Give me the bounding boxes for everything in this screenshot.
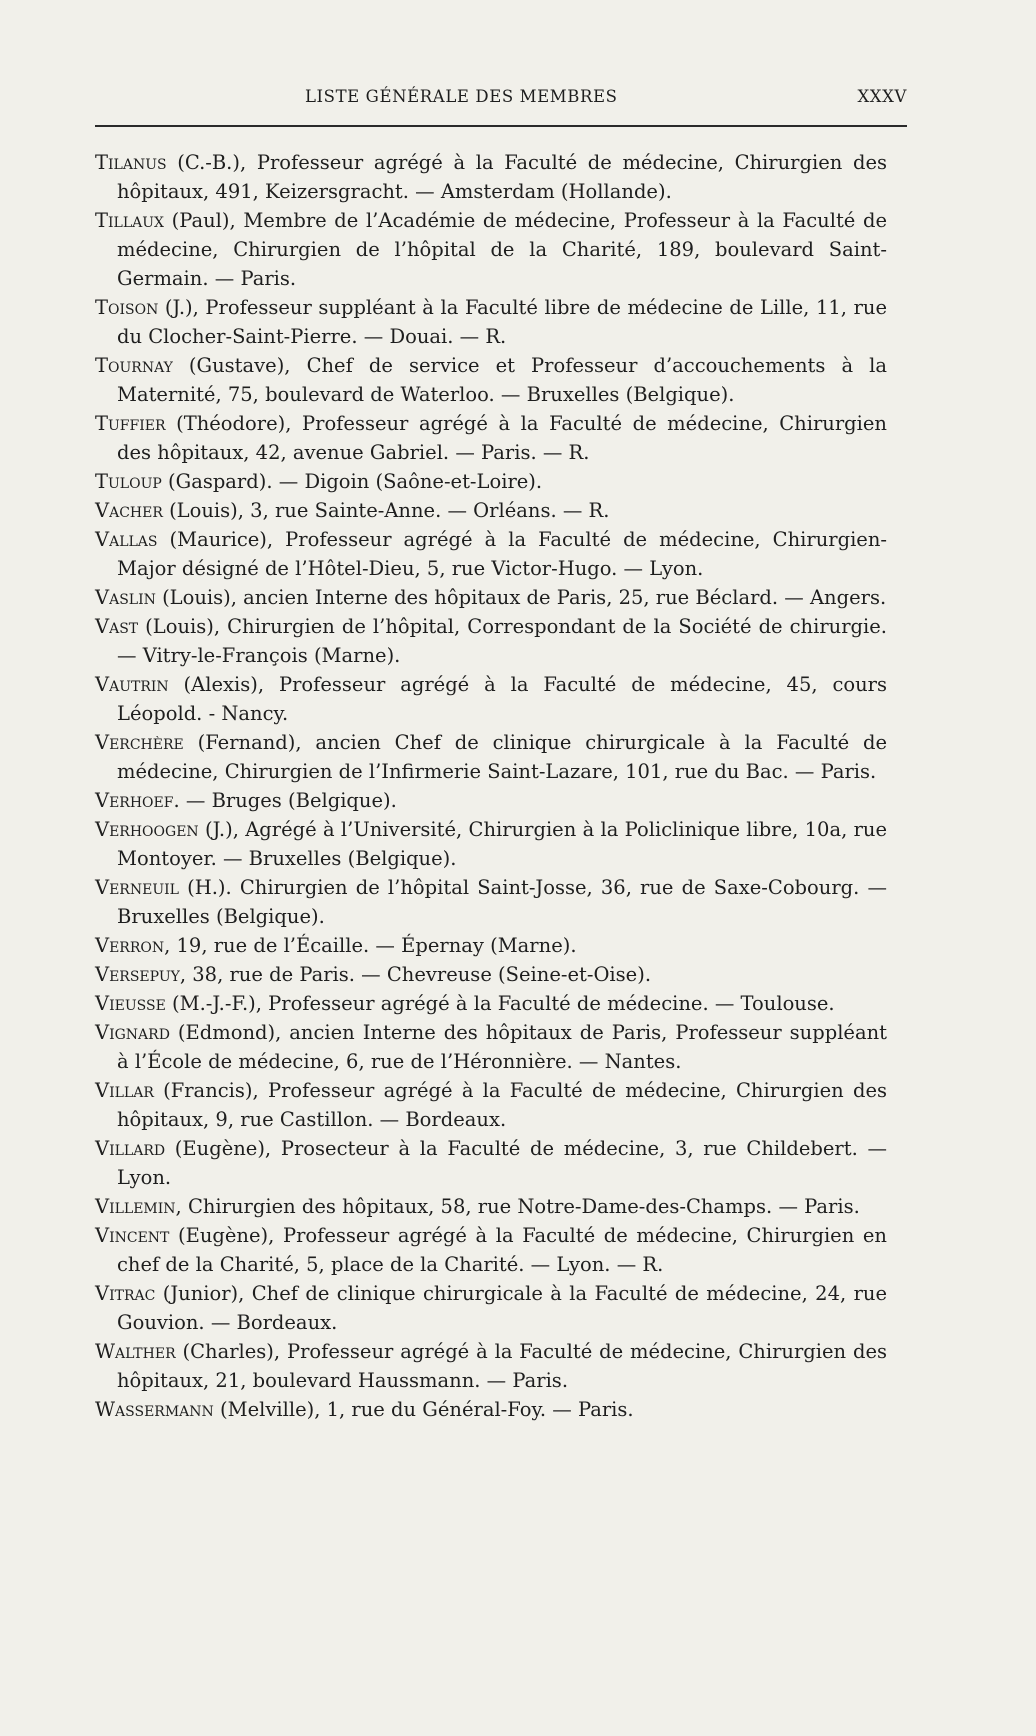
member-surname: Tillaux bbox=[95, 209, 165, 232]
member-entry bbox=[95, 206, 887, 293]
header-rule bbox=[95, 125, 907, 127]
member-details: (J.), Professeur suppléant à la Faculté libre de médecine de Lille, 11, rue du Clocher-Saint-Pierre. — Douai. — R. bbox=[117, 296, 887, 348]
member-entry bbox=[95, 409, 887, 467]
member-entry bbox=[95, 960, 887, 989]
member-surname: Vitrac bbox=[95, 1282, 156, 1305]
member-surname: Tuloup bbox=[95, 470, 162, 493]
member-surname: Wassermann bbox=[95, 1398, 214, 1421]
member-entry bbox=[95, 1337, 887, 1395]
member-details: (Louis), 3, rue Sainte-Anne. — Orléans. — R. bbox=[162, 499, 610, 522]
member-surname: Tournay bbox=[95, 354, 173, 377]
member-entry bbox=[95, 525, 887, 583]
member-entry bbox=[95, 989, 887, 1018]
member-details: (Eugène), Professeur agrégé à la Faculté de médecine, Chirurgien en chef de la Charité, 5, place de la Charité. — Lyon. — R. bbox=[117, 1224, 887, 1276]
member-details: (Gaspard). — Digoin (Saône-et-Loire). bbox=[161, 470, 543, 493]
member-surname: Vautrin bbox=[95, 673, 169, 696]
member-surname: Vast bbox=[95, 615, 139, 638]
member-entry bbox=[95, 1221, 887, 1279]
member-entry bbox=[95, 467, 887, 496]
member-details: (Louis), Chirurgien de l’hôpital, Correspondant de la Société de chirurgie. — Vitry-le-François (Marne). bbox=[117, 615, 887, 667]
member-list bbox=[95, 148, 887, 1424]
member-entry bbox=[95, 1018, 887, 1076]
member-entry bbox=[95, 873, 887, 931]
member-details: (Fernand), ancien Chef de clinique chirurgicale à la Faculté de médecine, Chirurgien de l’Infirmerie Saint-Lazare, 101, rue du Bac. — Paris. bbox=[117, 731, 887, 783]
member-entry bbox=[95, 670, 887, 728]
member-entry bbox=[95, 1134, 887, 1192]
member-details: (Charles), Professeur agrégé à la Faculté de médecine, Chirurgien des hôpitaux, 21, boulevard Haussmann. — Paris. bbox=[117, 1340, 887, 1392]
member-details: (Eugène), Prosecteur à la Faculté de médecine, 3, rue Childebert. — Lyon. bbox=[117, 1137, 887, 1189]
member-entry bbox=[95, 1279, 887, 1337]
member-details: (C.-B.), Professeur agrégé à la Faculté de médecine, Chirurgien des hôpitaux, 491, Keizersgracht. — Amsterdam (Hollande). bbox=[117, 151, 887, 203]
member-details: (Maurice), Professeur agrégé à la Faculté de médecine, Chirurgien-Major désigné de l’Hôtel-Dieu, 5, rue Victor-Hugo. — Lyon. bbox=[117, 528, 887, 580]
member-surname: Tuffier bbox=[95, 412, 166, 435]
member-details: . — Bruges (Belgique). bbox=[173, 789, 397, 812]
member-surname: Vacher bbox=[95, 499, 163, 522]
member-surname: Villard bbox=[95, 1137, 166, 1160]
member-details: (H.). Chirurgien de l’hôpital Saint-Josse, 36, rue de Saxe-Cobourg. — Bruxelles (Belgique). bbox=[117, 876, 887, 928]
member-entry bbox=[95, 815, 887, 873]
member-entry bbox=[95, 1395, 887, 1424]
member-surname: Versepuy bbox=[95, 963, 180, 986]
member-details: (Gustave), Chef de service et Professeur d’accouchements à la Maternité, 75, boulevard de Waterloo. — Bruxelles (Belgique). bbox=[117, 354, 887, 406]
page-number: XXXV bbox=[857, 87, 907, 106]
member-surname: Verchère bbox=[95, 731, 184, 754]
member-details: (Alexis), Professeur agrégé à la Faculté de médecine, 45, cours Léopold. - Nancy. bbox=[117, 673, 887, 725]
member-entry bbox=[95, 583, 887, 612]
member-entry bbox=[95, 612, 887, 670]
member-details: (Paul), Membre de l’Académie de médecine, Professeur à la Faculté de médecine, Chirurgien de l’hôpital de la Charité, 189, boulevard Saint-Germain. — Paris. bbox=[117, 209, 887, 290]
member-details: , Chirurgien des hôpitaux, 58, rue Notre-Dame-des-Champs. — Paris. bbox=[175, 1195, 860, 1218]
member-surname: Vincent bbox=[95, 1224, 170, 1247]
member-details: (Melville), 1, rue du Général-Foy. — Paris. bbox=[213, 1398, 634, 1421]
member-surname: Toison bbox=[95, 296, 159, 319]
running-title: LISTE GÉNÉRALE DES MEMBRES bbox=[305, 87, 618, 106]
member-surname: Villar bbox=[95, 1079, 154, 1102]
page-header bbox=[95, 87, 907, 111]
member-entry bbox=[95, 786, 887, 815]
member-entry bbox=[95, 293, 887, 351]
member-details: (Edmond), ancien Interne des hôpitaux de Paris, Professeur suppléant à l’École de médecine, 6, rue de l’Héronnière. — Nantes. bbox=[117, 1021, 887, 1073]
member-surname: Verhoef bbox=[95, 789, 174, 812]
member-surname: Vallas bbox=[95, 528, 158, 551]
member-entry bbox=[95, 148, 887, 206]
member-surname: Verron bbox=[95, 934, 165, 957]
member-surname: Tilanus bbox=[95, 151, 167, 174]
member-details: (J.), Agrégé à l’Université, Chirurgien à la Policlinique libre, 10a, rue Montoyer. — Bruxelles (Belgique). bbox=[117, 818, 887, 870]
member-details: (Théodore), Professeur agrégé à la Faculté de médecine, Chirurgien des hôpitaux, 42, avenue Gabriel. — Paris. — R. bbox=[117, 412, 887, 464]
member-details: (Junior), Chef de clinique chirurgicale à la Faculté de médecine, 24, rue Gouvion. — Bordeaux. bbox=[117, 1282, 887, 1334]
member-details: (M.-J.-F.), Professeur agrégé à la Faculté de médecine. — Toulouse. bbox=[165, 992, 835, 1015]
member-details: , 19, rue de l’Écaille. — Épernay (Marne). bbox=[164, 934, 577, 957]
member-entry bbox=[95, 1192, 887, 1221]
member-surname: Walther bbox=[95, 1340, 176, 1363]
member-details: (Louis), ancien Interne des hôpitaux de Paris, 25, rue Béclard. — Angers. bbox=[155, 586, 887, 609]
member-entry bbox=[95, 351, 887, 409]
member-surname: Vieusse bbox=[95, 992, 166, 1015]
member-entry bbox=[95, 1076, 887, 1134]
member-surname: Verhoogen bbox=[95, 818, 199, 841]
member-entry bbox=[95, 496, 887, 525]
member-details: , 38, rue de Paris. — Chevreuse (Seine-et-Oise). bbox=[179, 963, 652, 986]
member-details: (Francis), Professeur agrégé à la Faculté de médecine, Chirurgien des hôpitaux, 9, rue Castillon. — Bordeaux. bbox=[117, 1079, 887, 1131]
member-entry bbox=[95, 728, 887, 786]
member-surname: Vaslin bbox=[95, 586, 156, 609]
member-surname: Verneuil bbox=[95, 876, 179, 899]
member-surname: Vignard bbox=[95, 1021, 170, 1044]
member-entry bbox=[95, 931, 887, 960]
member-surname: Villemin bbox=[95, 1195, 176, 1218]
